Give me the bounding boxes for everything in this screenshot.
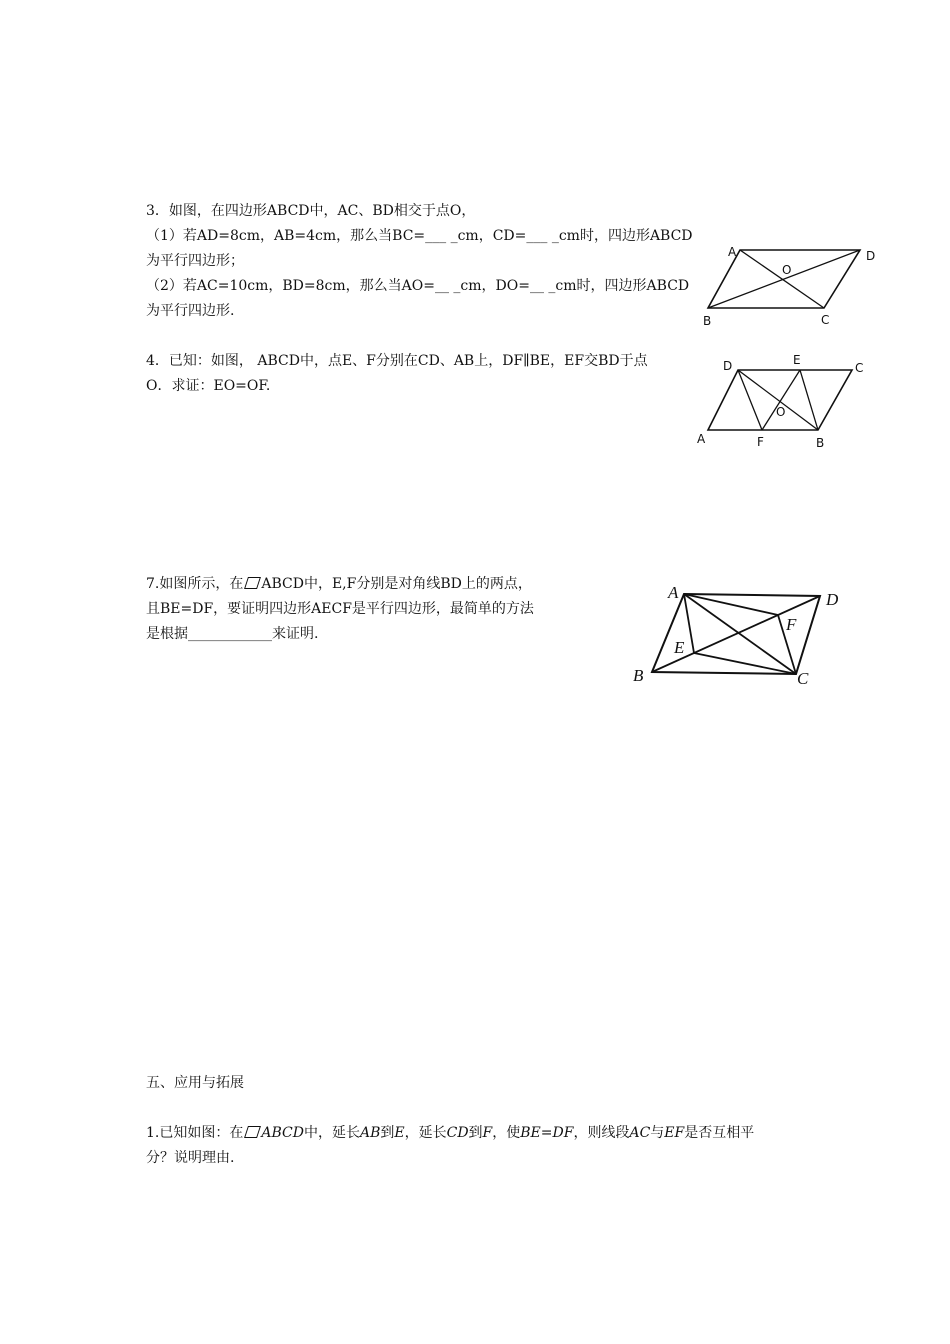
q7-line-1-pre: 7.如图所示，在 (146, 576, 244, 592)
q3-label-d: D (866, 249, 876, 263)
q3-label-o: O (782, 263, 792, 277)
q4-label-b: B (816, 436, 825, 450)
s5-q1-text: 到 (468, 1125, 483, 1141)
q7-line-2: 且BE=DF，要证明四边形AECF是平行四边形，最简单的方法 (146, 601, 534, 617)
q4-line-2: O．求证：EO=OF. (146, 378, 271, 394)
q4-label-f: F (757, 435, 764, 449)
q4-line-1: 4．已知：如图， ABCD中，点E、F分别在CD、AB上，DF∥BE，EF交BD于点 (146, 353, 648, 369)
s5-q1-line-1 (146, 1121, 754, 1146)
s5-q1-math: AC (629, 1125, 651, 1141)
s5-q1-text: ，使 (492, 1125, 521, 1141)
q3-label-c: C (821, 313, 830, 327)
q7-label-f: F (786, 615, 797, 634)
s5-q1-math: EF (664, 1125, 685, 1141)
q3-line-1: 3．如图，在四边形ABCD中，AC、BD相交于点O， (146, 203, 476, 219)
q3-line-3: 为平行四边形； (146, 253, 244, 269)
q4-label-e: E (793, 353, 801, 367)
q3-label-b: B (703, 314, 712, 328)
section-5-heading: 五、应用与拓展 (146, 1075, 244, 1091)
q7-line-1-post: ABCD中，E,F分别是对角线BD上的两点， (261, 576, 532, 592)
parallelogram-symbol-icon (244, 1126, 261, 1138)
question-3 (146, 199, 693, 324)
s5-q1-text: 中，延长 (303, 1125, 360, 1141)
q7-line-1 (146, 572, 534, 597)
s5-q1-line-2: 分？说明理由. (146, 1150, 235, 1166)
q3-line-5: 为平行四边形. (146, 303, 235, 319)
q7-answer-blank: ____________ (188, 626, 272, 642)
q7-label-c: C (797, 669, 809, 688)
parallelogram-symbol-icon (244, 577, 261, 589)
section-5-question-1 (146, 1121, 754, 1171)
s5-q1-math: BE=DF (520, 1125, 574, 1141)
q3-line-4: （2）若AC=10cm，BD=8cm，那么当AO=__ _cm，DO=__ _cm时，四边形ABCD (146, 278, 690, 294)
s5-q1-text: 1.已知如图：在 (146, 1125, 244, 1141)
q7-label-e: E (674, 638, 685, 657)
q3-parallelogram-figure (696, 238, 886, 334)
s5-q1-math: AB (359, 1125, 381, 1141)
q7-line-3-pre: 是根据 (146, 626, 188, 642)
q7-label-d: D (826, 590, 839, 609)
s5-q1-math: ABCD (261, 1125, 304, 1141)
s5-q1-text: 是否互相平 (684, 1125, 755, 1141)
s5-q1-text: 到 (380, 1125, 395, 1141)
q4-label-o: O (776, 405, 786, 419)
q7-parallelogram-figure (628, 578, 850, 690)
q3-line-2: （1）若AD=8cm，AB=4cm，那么当BC=___ _cm，CD=___ _cm时，四边形ABCD (146, 228, 693, 244)
s5-q1-text: ，延长 (404, 1125, 447, 1141)
s5-q1-math: CD (446, 1125, 469, 1141)
question-7 (146, 572, 534, 647)
q7-line-3 (146, 622, 534, 647)
s5-q1-text: 与 (650, 1125, 665, 1141)
q7-line-3-post: 来证明. (272, 626, 319, 642)
s5-q1-math: F (482, 1125, 493, 1141)
q4-parallelogram-figure (690, 350, 870, 454)
q4-label-c: C (855, 361, 864, 375)
q3-label-a: A (728, 245, 737, 259)
q4-label-a: A (697, 432, 706, 446)
s5-q1-text: ，则线段 (573, 1125, 630, 1141)
question-4 (146, 349, 648, 399)
q4-label-d: D (723, 359, 733, 373)
q7-label-a: A (668, 583, 679, 602)
s5-q1-math: E (394, 1125, 405, 1141)
q7-label-b: B (633, 666, 644, 685)
